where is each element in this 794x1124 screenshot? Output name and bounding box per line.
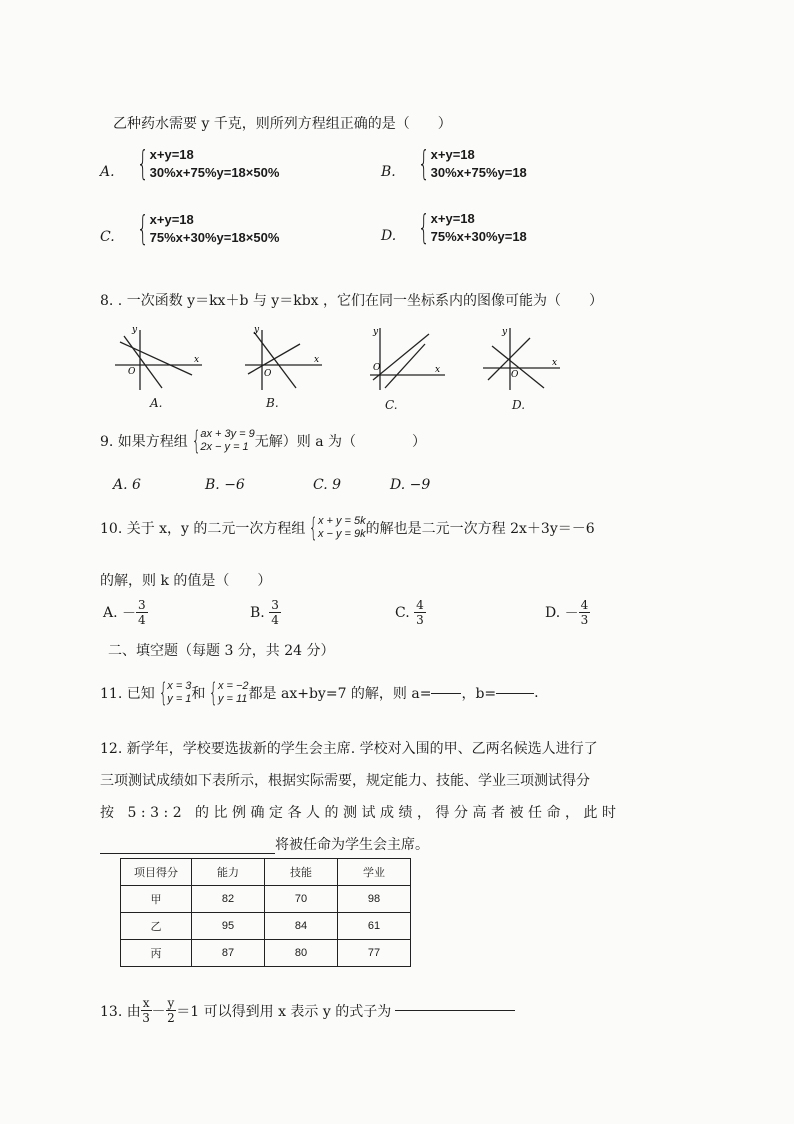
- denominator: 4: [271, 613, 279, 627]
- table-cell: 61: [338, 913, 411, 940]
- table-header: 学业: [338, 859, 411, 886]
- table-cell: 98: [338, 886, 411, 913]
- y-label: y: [373, 327, 379, 337]
- numerator: 4: [580, 598, 589, 612]
- graph-a-label: A.: [150, 396, 163, 410]
- q10-option-d: [545, 598, 590, 627]
- table-cell: 82: [192, 886, 265, 913]
- q11-prefix: 11. 已知: [100, 686, 155, 702]
- equation-system: [305, 515, 365, 541]
- q13-suffix: ＝1 可以得到用 x 表示 y 的式子为: [176, 1003, 392, 1020]
- table-header-row: [121, 859, 411, 886]
- x-label: x: [435, 365, 441, 375]
- origin-label: O: [128, 367, 136, 377]
- graph-line: [254, 332, 296, 388]
- q12-line3: 按 5:3:2 的比例确定各人的测试成绩，得分高者被任命，此时: [100, 805, 621, 821]
- equation-line: ax + 3y = 9: [200, 428, 255, 440]
- graph-d-label: D.: [512, 398, 526, 412]
- equation-line: 30%x+75%y=18: [430, 165, 527, 180]
- brace-icon: {: [209, 678, 219, 708]
- denominator: 3: [142, 1011, 150, 1025]
- denominator: 3: [416, 613, 424, 627]
- equation-line: 2x − y = 1: [200, 441, 249, 453]
- fraction: [414, 598, 426, 627]
- fraction: [166, 996, 177, 1025]
- table-cell: 77: [338, 940, 411, 967]
- q9-stem: [100, 428, 426, 454]
- y-label: y: [502, 327, 508, 337]
- option-label: C.: [100, 229, 115, 245]
- fraction: [579, 598, 591, 627]
- brace-icon: {: [417, 144, 430, 184]
- x-label: x: [552, 358, 558, 368]
- q12-line2: 三项测试成绩如下表所示，根据实际需要，规定能力、技能、学业三项测试得分: [100, 773, 590, 789]
- table-header: 技能: [265, 859, 338, 886]
- q8-stem: 8. . 一次函数 y＝kx＋b 与 y＝kbx ，它们在同一坐标系内的图像可能为（ ）: [100, 293, 604, 309]
- section-heading: 二、填空题（每题 3 分，共 24 分）: [108, 643, 335, 659]
- y-label: y: [254, 325, 260, 335]
- equation-line: y = 1: [167, 693, 192, 705]
- equation-line: x = 3: [167, 680, 192, 692]
- table-cell: 乙: [121, 913, 192, 940]
- origin-label: O: [264, 369, 272, 379]
- q9-option-c: C. 9: [313, 477, 342, 493]
- table-cell: 87: [192, 940, 265, 967]
- denominator: 2: [167, 1011, 175, 1025]
- table-cell: 84: [265, 913, 338, 940]
- denominator: 3: [580, 613, 589, 627]
- numerator: x: [142, 996, 150, 1010]
- q11-stem: [100, 680, 539, 706]
- q13-stem: [100, 996, 515, 1025]
- graph-a: [110, 322, 205, 392]
- q12-line4-wrap: [100, 834, 429, 854]
- answer-blank-a[interactable]: [431, 693, 461, 694]
- q12-line1: 12. 新学年，学校要选拔新的学生会主席. 学校对入围的甲、乙两名候选人进行了: [100, 741, 598, 757]
- q10-line2: 的解，则 k 的值是（ ）: [100, 573, 272, 589]
- graph-c-label: C.: [385, 398, 398, 412]
- graph-b: [240, 322, 335, 392]
- equation-line: x+y=18: [430, 211, 475, 226]
- table-row: [121, 886, 411, 913]
- fraction: [136, 598, 148, 627]
- table-cell: 甲: [121, 886, 192, 913]
- option-label: D.: [545, 604, 561, 621]
- q13-prefix: 13. 由: [100, 1003, 141, 1020]
- table-cell: 70: [265, 886, 338, 913]
- graph-line: [373, 334, 429, 380]
- table-header: 能力: [192, 859, 265, 886]
- denominator: 4: [138, 613, 146, 627]
- equation-system: [188, 428, 255, 454]
- minus-sign: －: [151, 1003, 166, 1020]
- numerator: 3: [138, 598, 146, 612]
- q10-option-b: [250, 598, 281, 627]
- x-label: x: [194, 355, 200, 365]
- graph-line: [124, 336, 162, 388]
- graph-line: [492, 346, 544, 388]
- equation-line: x = −2: [217, 680, 249, 692]
- equation-line: 75%x+30%y=18×50%: [149, 230, 280, 245]
- origin-label: O: [373, 363, 381, 373]
- table-row: [121, 913, 411, 940]
- fraction: [141, 996, 152, 1025]
- answer-blank[interactable]: [100, 853, 275, 854]
- q11-end: .: [534, 685, 539, 701]
- equation-line: y = 11: [217, 693, 248, 705]
- q7-stem: 乙种药水需要 y 千克，则所列方程组正确的是（ ）: [113, 116, 452, 132]
- graph-d: [480, 322, 565, 392]
- q9-suffix: 无解）则 a 为（ ）: [254, 434, 427, 450]
- numerator: 3: [271, 598, 279, 612]
- option-label: A.: [100, 164, 115, 180]
- table-header: 项目得分: [121, 859, 192, 886]
- equation-line: x+y=18: [149, 147, 194, 162]
- equation-line: x − y = 9k: [317, 528, 366, 540]
- q9-option-a: A. 6: [113, 477, 141, 493]
- q12-line4: 将被任命为学生会主席。: [275, 837, 429, 853]
- graph-b-label: B.: [266, 396, 279, 410]
- equation-system: [155, 680, 192, 706]
- q11-and: 和: [191, 686, 206, 702]
- option-sign: －: [122, 605, 137, 622]
- answer-blank-b[interactable]: [496, 693, 534, 694]
- equation-line: x + y = 5k: [317, 515, 366, 527]
- table-cell: 丙: [121, 940, 192, 967]
- table-cell: 80: [265, 940, 338, 967]
- q10-option-c: [395, 598, 426, 627]
- y-label: y: [132, 325, 138, 335]
- numerator: 4: [416, 598, 424, 612]
- equation-line: 30%x+75%y=18×50%: [149, 165, 280, 180]
- equation-system: [132, 211, 279, 247]
- brace-icon: {: [417, 208, 430, 248]
- option-label: C.: [395, 604, 410, 621]
- option-label: A.: [103, 604, 118, 621]
- option-label: B.: [250, 604, 265, 621]
- equation-line: 75%x+30%y=18: [430, 229, 527, 244]
- option-label: D.: [381, 228, 397, 244]
- equation-system: [413, 210, 527, 246]
- q10-prefix: 10. 关于 x，y 的二元一次方程组: [100, 521, 306, 537]
- answer-blank[interactable]: [395, 1010, 515, 1011]
- score-table: [120, 858, 411, 967]
- brace-icon: {: [158, 678, 168, 708]
- brace-icon: {: [136, 209, 149, 249]
- equation-system: [413, 146, 527, 182]
- q11-suffix: 都是 ax+by=7 的解，则 a=: [248, 686, 432, 702]
- table-cell: 95: [192, 913, 265, 940]
- brace-icon: {: [136, 144, 149, 184]
- q9-option-b: B. −6: [205, 477, 245, 493]
- brace-icon: {: [191, 426, 201, 456]
- brace-icon: {: [309, 513, 319, 543]
- table-row: [121, 940, 411, 967]
- q9-prefix: 9. 如果方程组: [100, 434, 188, 450]
- option-label: B.: [381, 164, 396, 180]
- q11-b-label: ，b=: [461, 686, 497, 702]
- origin-label: O: [511, 370, 519, 380]
- q10-suffix: 的解也是二元一次方程 2x＋3y＝－6: [365, 521, 595, 537]
- fraction: [269, 598, 281, 627]
- q10-option-a: [103, 598, 148, 627]
- equation-line: x+y=18: [430, 147, 475, 162]
- x-label: x: [314, 355, 320, 365]
- option-sign: －: [564, 605, 579, 622]
- q10-stem: [100, 515, 595, 541]
- numerator: y: [167, 996, 175, 1010]
- graph-c: [365, 322, 450, 392]
- equation-system: [132, 146, 279, 182]
- equation-system: [205, 680, 248, 706]
- equation-line: x+y=18: [149, 212, 194, 227]
- q9-option-d: D. −9: [390, 477, 431, 493]
